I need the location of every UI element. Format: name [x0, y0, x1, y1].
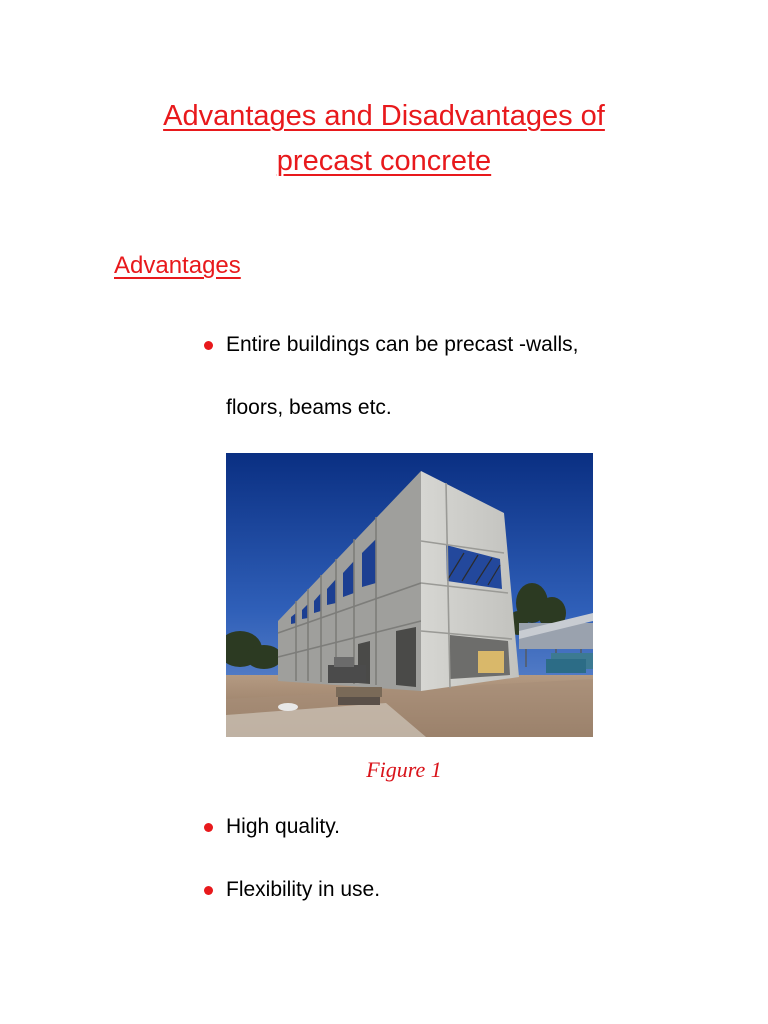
bullet-text: High quality. — [226, 815, 341, 838]
bullet-item-1 — [204, 331, 579, 359]
bullet-dot-icon — [204, 823, 213, 832]
bullet-item-3 — [204, 876, 380, 904]
figure-photo-precast-building — [226, 453, 593, 737]
document-title — [0, 94, 768, 184]
bullet-item-1-continuation: floors, beams etc. — [226, 396, 392, 419]
bullet-dot-icon — [204, 886, 213, 895]
title-line-2: precast concrete — [276, 145, 492, 177]
section-heading-advantages: Advantages — [114, 252, 241, 279]
bullet-item-2 — [204, 813, 340, 841]
title-line-1: Advantages and Disadvantages of — [163, 100, 605, 132]
figure-caption: Figure 1 — [366, 757, 442, 782]
bullet-text: Flexibility in use. — [226, 878, 381, 901]
bullet-text: Entire buildings can be precast -walls, — [226, 333, 579, 356]
bullet-dot-icon — [204, 341, 213, 350]
